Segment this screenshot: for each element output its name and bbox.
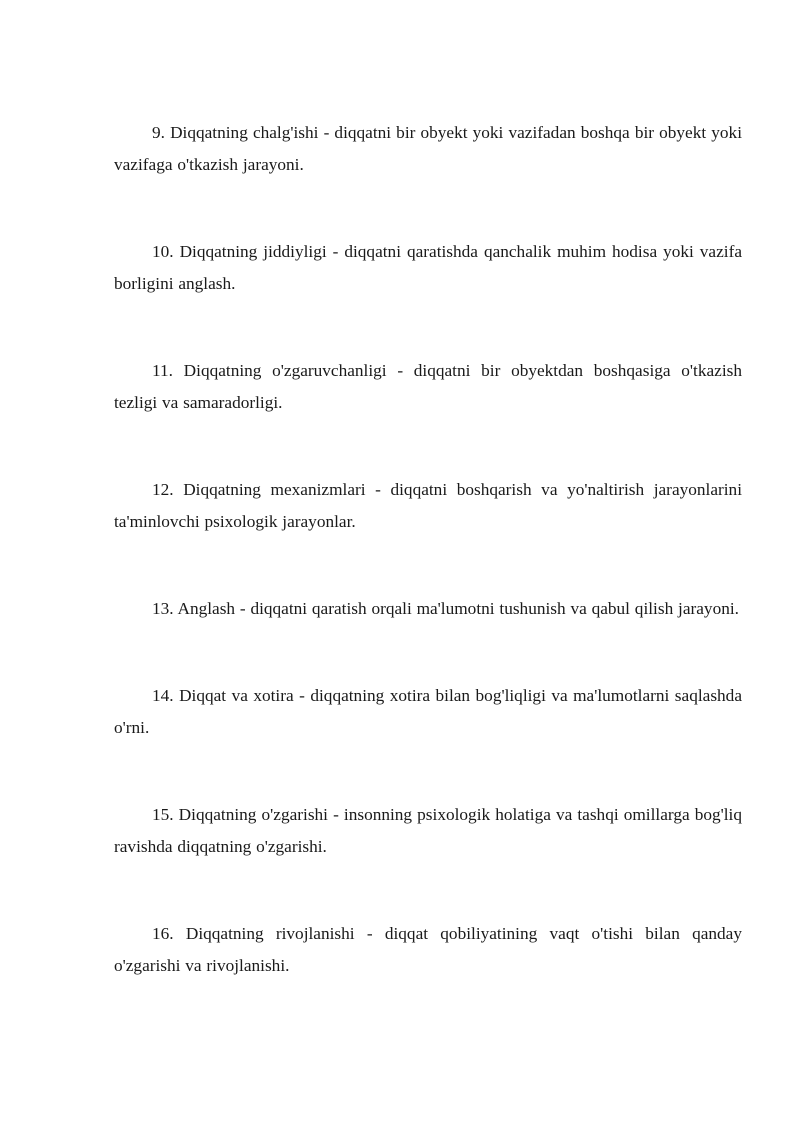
document-body — [114, 117, 742, 982]
paragraph-item-13: 13. Anglash - diqqatni qaratish orqali ma'lumotni tushunish va qabul qilish jarayoni. — [152, 599, 739, 618]
paragraph-item-14: 14. Diqqat va xotira - diqqatning xotira bilan bog'liqligi va ma'lumotlarni saqlashda o'rni. — [114, 686, 742, 737]
paragraph-item-12: 12. Diqqatning mexanizmlari - diqqatni boshqarish va yo'naltirish jarayonlarini ta'minlovchi psixologik jarayonlar. — [114, 480, 742, 531]
paragraph-item-10: 10. Diqqatning jiddiyligi - diqqatni qaratishda qanchalik muhim hodisa yoki vazifa borligini anglash. — [114, 242, 742, 293]
paragraph-item-9: 9. Diqqatning chalg'ishi - diqqatni bir obyekt yoki vazifadan boshqa bir obyekt yoki vazifaga o'tkazish jarayoni. — [114, 123, 742, 174]
paragraph-item-16: 16. Diqqatning rivojlanishi - diqqat qobiliyatining vaqt o'tishi bilan qanday o'zgarishi va rivojlanishi. — [114, 924, 742, 975]
paragraph-item-11: 11. Diqqatning o'zgaruvchanligi - diqqatni bir obyektdan boshqasiga o'tkazish tezligi va samaradorligi. — [114, 361, 742, 412]
paragraph-item-15: 15. Diqqatning o'zgarishi - insonning psixologik holatiga va tashqi omillarga bog'liq ravishda diqqatning o'zgarishi. — [114, 805, 742, 856]
